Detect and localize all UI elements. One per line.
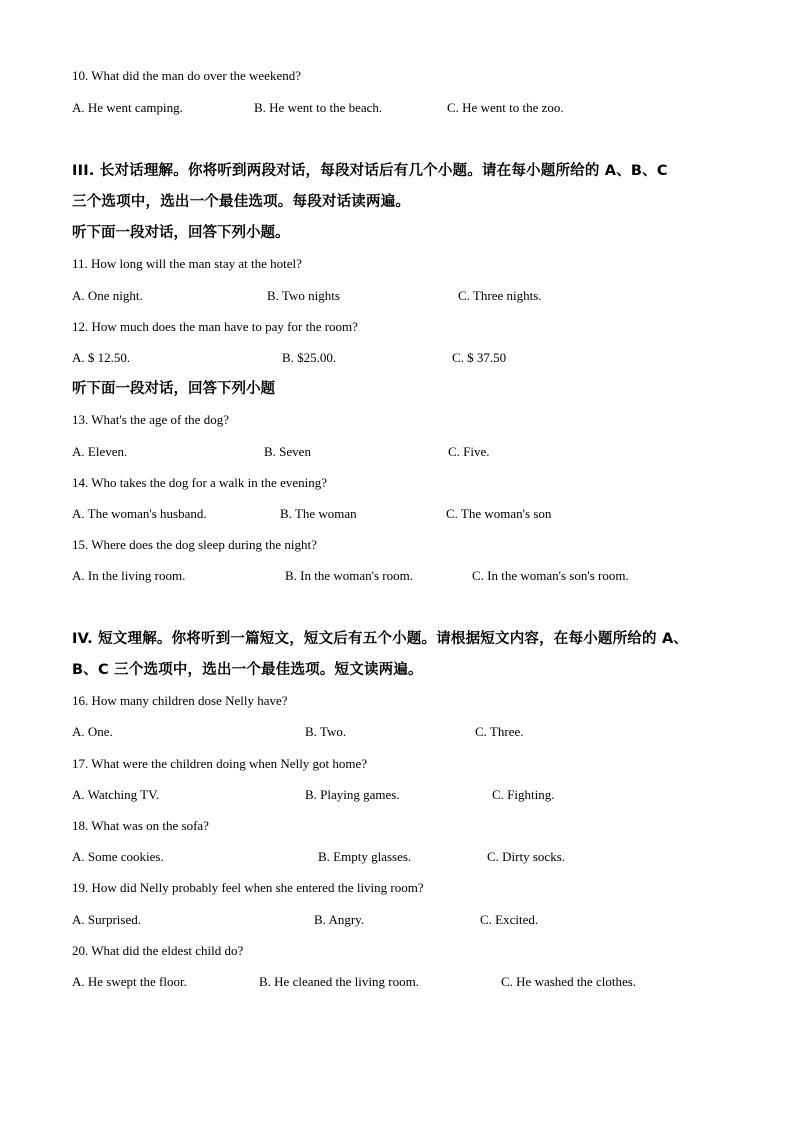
dialog-1-title: 听下面一段对话，回答下列小题。 — [72, 225, 290, 241]
q15-option-b: B. In the woman's room. — [285, 568, 413, 583]
dialog-2-title: 听下面一段对话，回答下列小题 — [72, 381, 275, 397]
question-12: 12. How much does the man have to pay for the room? — [72, 319, 358, 334]
q20-option-c: C. He washed the clothes. — [501, 974, 637, 989]
question-14: 14. Who takes the dog for a walk in the evening? — [72, 475, 327, 490]
q18-option-c: C. Dirty socks. — [487, 849, 565, 864]
q14-option-c: C. The woman's son — [446, 506, 552, 521]
section-3-instructions-line2: 三个选项中，选出一个最佳选项。每段对话读两遍。 — [72, 194, 411, 210]
question-11: 11. How long will the man stay at the hotel? — [72, 256, 302, 271]
q16-option-a: A. One. — [72, 724, 113, 739]
q17-option-a: A. Watching TV. — [72, 787, 160, 802]
q13-option-a: A. Eleven. — [72, 444, 128, 459]
q12-option-b: B. $25.00. — [282, 350, 337, 365]
question-10: 10. What did the man do over the weekend? — [72, 68, 301, 83]
question-17: 17. What were the children doing when Nelly got home? — [72, 756, 368, 771]
q15-option-a: A. In the living room. — [72, 568, 186, 583]
q14-option-b: B. The woman — [280, 506, 357, 521]
q12-option-c: C. $ 37.50 — [452, 350, 507, 365]
q16-option-b: B. Two. — [305, 724, 347, 739]
q11-option-b: B. Two nights — [267, 288, 340, 303]
q13-option-c: C. Five. — [448, 444, 490, 459]
q17-option-b: B. Playing games. — [305, 787, 400, 802]
q18-option-b: B. Empty glasses. — [318, 849, 412, 864]
q11-option-a: A. One night. — [72, 288, 143, 303]
q20-option-a: A. He swept the floor. — [72, 974, 187, 989]
section-4-instructions-line1: IV. 短文理解。你将听到一篇短文，短文后有五个小题。请根据短文内容，在每小题所给的 A、 — [72, 631, 689, 647]
q18-option-a: A. Some cookies. — [72, 849, 164, 864]
q19-option-a: A. Surprised. — [72, 912, 141, 927]
question-18: 18. What was on the sofa? — [72, 818, 209, 833]
q10-option-c: C. He went to the zoo. — [447, 100, 564, 115]
question-16: 16. How many children dose Nelly have? — [72, 693, 288, 708]
question-15: 15. Where does the dog sleep during the night? — [72, 537, 317, 552]
question-20: 20. What did the eldest child do? — [72, 943, 244, 958]
q11-option-c: C. Three nights. — [458, 288, 542, 303]
q19-option-b: B. Angry. — [314, 912, 365, 927]
question-19: 19. How did Nelly probably feel when she entered the living room? — [72, 880, 424, 895]
q19-option-c: C. Excited. — [480, 912, 539, 927]
q17-option-c: C. Fighting. — [492, 787, 555, 802]
q10-option-a: A. He went camping. — [72, 100, 183, 115]
question-13: 13. What's the age of the dog? — [72, 412, 229, 427]
q14-option-a: A. The woman's husband. — [72, 506, 207, 521]
q20-option-b: B. He cleaned the living room. — [259, 974, 419, 989]
q12-option-a: A. $ 12.50. — [72, 350, 131, 365]
section-4-instructions-line2: B、C 三个选项中，选出一个最佳选项。短文读两遍。 — [72, 662, 423, 678]
q15-option-c: C. In the woman's son's room. — [472, 568, 629, 583]
q13-option-b: B. Seven — [264, 444, 311, 459]
q16-option-c: C. Three. — [475, 724, 524, 739]
section-3-instructions-line1: III. 长对话理解。你将听到两段对话，每段对话后有几个小题。请在每小题所给的 A、B、C — [72, 163, 668, 179]
q10-option-b: B. He went to the beach. — [254, 100, 383, 115]
